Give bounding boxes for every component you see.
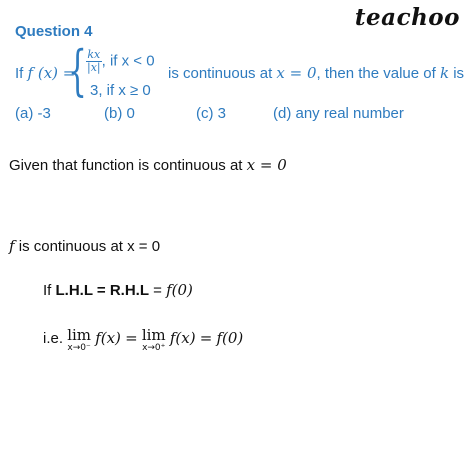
question-title: Question 4 — [15, 23, 93, 40]
fraction — [86, 49, 102, 74]
given-point: x = 0 — [246, 156, 287, 174]
continuity-line — [9, 237, 160, 255]
rest-var: k — [439, 64, 450, 82]
lim-word: lim — [141, 326, 166, 344]
continuity-text: is continuous at x = 0 — [18, 238, 161, 255]
teachoo-logo: teachoo — [354, 4, 460, 31]
equals-sign: = — [153, 282, 162, 299]
right-limit-subscript: x→0⁺ — [142, 343, 166, 353]
fraction-denominator: |x| — [87, 61, 101, 74]
rest-mid: , then the value of — [316, 65, 436, 82]
rest-end: is — [453, 65, 465, 82]
fx-left: f(x) — [95, 329, 121, 347]
question-rest — [168, 64, 464, 82]
left-limit — [67, 326, 92, 355]
option-d: (d) any real number — [273, 105, 404, 122]
f-of-zero: f(0) — [166, 281, 193, 299]
option-c: (c) 3 — [196, 105, 226, 122]
left-limit-subscript: x→0⁻ — [67, 343, 91, 353]
option-a: (a) -3 — [15, 105, 51, 122]
eq-sign-2: = — [199, 329, 213, 347]
piecewise-brace: { — [68, 39, 87, 102]
lim-word: lim — [67, 326, 92, 344]
fraction-numerator: kx — [87, 48, 101, 61]
lhl-rhl: L.H.L = R.H.L — [55, 282, 149, 299]
case-1-condition: , if x < 0 — [101, 52, 155, 70]
rest-point: x = 0 — [276, 64, 317, 82]
piecewise-case-1 — [86, 49, 155, 74]
rest-prefix: is continuous at — [168, 65, 273, 82]
if-text: If — [43, 282, 52, 299]
option-b: (b) 0 — [104, 105, 135, 122]
piecewise-case-2: 3, if x ≥ 0 — [90, 82, 151, 99]
eq-sign-1: = — [125, 329, 138, 347]
given-text: Given that function is continuous at — [9, 157, 243, 174]
function-name: f (x) = — [27, 64, 76, 82]
if-word: If — [15, 65, 24, 82]
f-of-zero-end: f(0) — [216, 329, 244, 347]
question-intro — [15, 64, 75, 82]
right-limit — [141, 326, 166, 355]
ie-text: i.e. — [43, 330, 64, 347]
f-var: f — [9, 237, 15, 255]
limit-equation — [43, 326, 244, 355]
given-line — [9, 156, 287, 174]
fx-right: f(x) — [169, 329, 196, 347]
condition-line — [43, 281, 193, 299]
